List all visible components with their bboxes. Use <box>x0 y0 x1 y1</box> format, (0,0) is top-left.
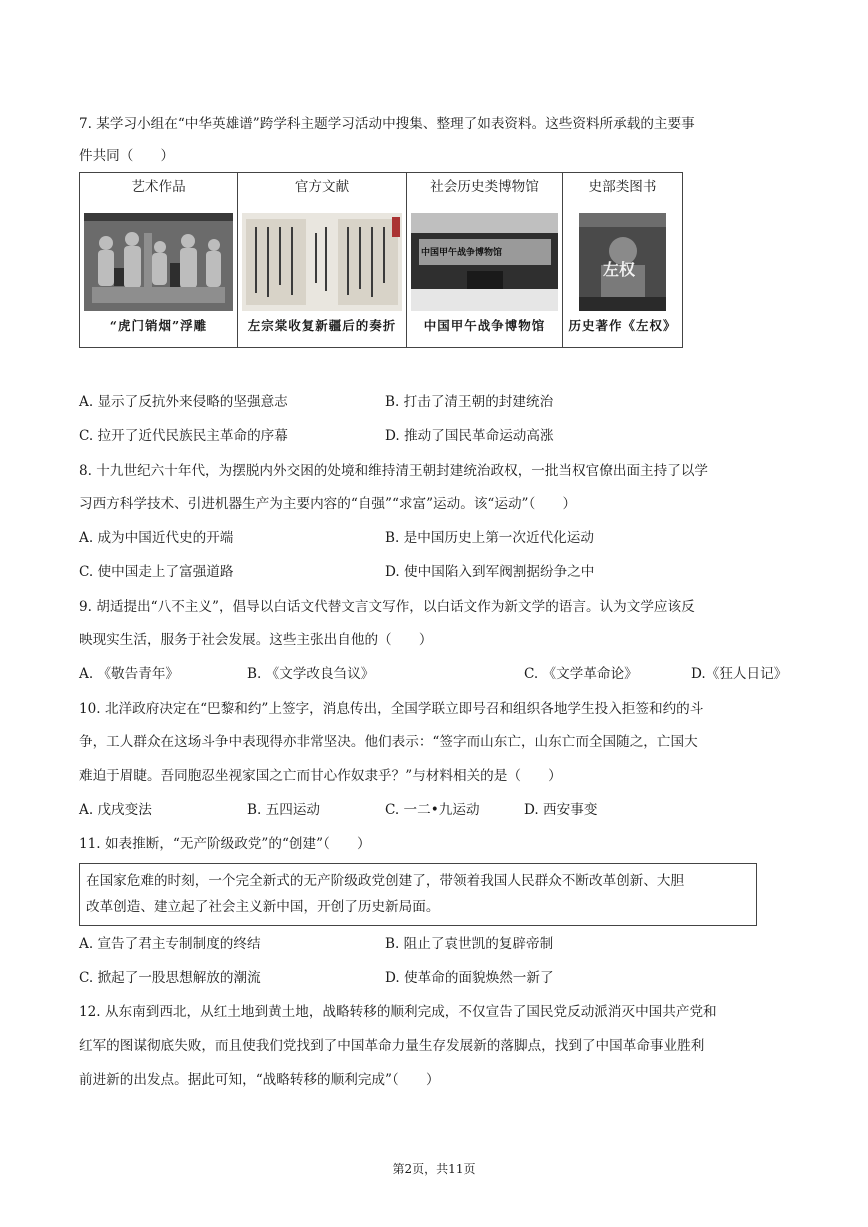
q7-option-d[interactable]: D. 推动了国民革命运动高涨 <box>385 428 554 444</box>
q12-stem-line3: 前进新的出发点。据此可知，“战略转移的顺利完成”（ ） <box>79 1072 440 1088</box>
q8-stem-line2: 习西方科学技术、引进机器生产为主要内容的“自强”“求富”运动。该“运动”（ ） <box>79 496 577 512</box>
q10-stem-line3: 难迫于眉睫。吾同胞忍坐视家国之亡而甘心作奴隶乎？”与材料相关的是（ ） <box>79 768 562 784</box>
book-cover-image <box>579 213 666 311</box>
q12-stem-line1: 12. 从东南到西北，从红土地到黄土地，战略转移的顺利完成，不仅宣告了国民党反动派消灭中国共产党和 <box>79 1004 717 1020</box>
table-header: 官方文献 <box>294 179 350 195</box>
q11-option-c[interactable]: C. 掀起了一股思想解放的潮流 <box>79 970 261 986</box>
memorial-document-image <box>242 213 402 311</box>
q11-box-line1: 在国家危难的时刻，一个完全新式的无产阶级政党创建了，带领着我国人民群众不断改革创新、大胆 <box>86 873 685 889</box>
page-number-footer: 第2页，共11页 <box>392 1162 476 1176</box>
q7-stem-line1: 7. 某学习小组在“中华英雄谱”跨学科主题学习活动中搜集、整理了如表资料。这些资料所承载的主要事 <box>79 116 695 132</box>
table-column-art <box>80 173 237 347</box>
q11-stem-line1: 11. 如表推断，“无产阶级政党”的“创建”（ ） <box>79 836 371 852</box>
relief-sculpture-image <box>84 213 233 311</box>
q8-option-c[interactable]: C. 使中国走上了富强道路 <box>79 564 234 580</box>
q10-option-d[interactable]: D. 西安事变 <box>524 802 598 818</box>
q9-option-d[interactable]: D.《狂人日记》 <box>691 666 788 682</box>
table-header: 社会历史类博物馆 <box>430 179 539 195</box>
museum-sign-text: 中国甲午战争博物馆 <box>421 248 503 258</box>
q9-option-c[interactable]: C. 《文学革命论》 <box>524 666 638 682</box>
q7-option-a[interactable]: A. 显示了反抗外来侵略的坚强意志 <box>79 394 288 410</box>
table-caption: 历史著作《左权》 <box>568 318 677 333</box>
q11-material-box <box>79 863 757 926</box>
q7-option-b[interactable]: B. 打击了清王朝的封建统治 <box>385 394 554 410</box>
q8-option-a[interactable]: A. 成为中国近代史的开端 <box>79 530 234 546</box>
table-header: 史部类图书 <box>588 179 657 195</box>
table-caption: “虎门销烟”浮雕 <box>109 318 208 333</box>
q11-option-d[interactable]: D. 使革命的面貌焕然一新了 <box>385 970 554 986</box>
table-column-document <box>237 173 406 347</box>
table-caption: 中国甲午战争博物馆 <box>423 318 546 333</box>
table-caption: 左宗棠收复新疆后的奏折 <box>247 318 397 333</box>
q10-stem-line2: 争，工人群众在这场斗争中表现得亦非常坚决。他们表示：“签字而山东亡，山东亡而全国随之，亡国大 <box>79 734 698 750</box>
q11-option-a[interactable]: A. 宣告了君主专制制度的终结 <box>79 936 261 952</box>
q11-option-b[interactable]: B. 阻止了袁世凯的复辟帝制 <box>385 936 554 952</box>
table-header: 艺术作品 <box>131 179 186 195</box>
q10-option-a[interactable]: A. 戊戌变法 <box>79 802 152 818</box>
q8-option-d[interactable]: D. 使中国陷入到军阀割据纷争之中 <box>385 564 595 580</box>
q11-box-line2: 改革创造、建立起了社会主义新中国，开创了历史新局面。 <box>86 899 440 915</box>
q7-option-c[interactable]: C. 拉开了近代民族民主革命的序幕 <box>79 428 288 444</box>
table-column-book <box>562 173 682 347</box>
museum-photo-image <box>411 213 558 311</box>
q10-option-b[interactable]: B. 五四运动 <box>247 802 321 818</box>
q10-stem-line1: 10. 北洋政府决定在“巴黎和约”上签字，消息传出，全国学联立即号召和组织各地学生投入拒签和约的斗 <box>79 701 704 717</box>
q9-option-b[interactable]: B. 《文学改良刍议》 <box>247 666 375 682</box>
table-column-museum <box>406 173 562 347</box>
q9-option-a[interactable]: A. 《敬告青年》 <box>79 666 180 682</box>
q9-stem-line1: 9. 胡适提出“八不主义”，倡导以白话文代替文言文写作，以白话文作为新文学的语言。认为文学应该反 <box>79 599 695 615</box>
book-title-text: 左权 <box>603 260 636 279</box>
q8-stem-line1: 8. 十九世纪六十年代，为摆脱内外交困的处境和维持清王朝封建统治政权，一批当权官僚出面主持了以学 <box>79 463 709 479</box>
q9-stem-line2: 映现实生活，服务于社会发展。这些主张出自他的（ ） <box>79 632 433 648</box>
q7-material-table <box>79 172 683 348</box>
q10-option-c[interactable]: C. 一二•九运动 <box>385 802 480 818</box>
q8-option-b[interactable]: B. 是中国历史上第一次近代化运动 <box>385 530 594 546</box>
q7-stem-line2: 件共同（ ） <box>79 148 175 164</box>
q12-stem-line2: 红军的图谋彻底失败，而且使我们党找到了中国革命力量生存发展新的落脚点，找到了中国革命事业胜利 <box>79 1038 705 1054</box>
